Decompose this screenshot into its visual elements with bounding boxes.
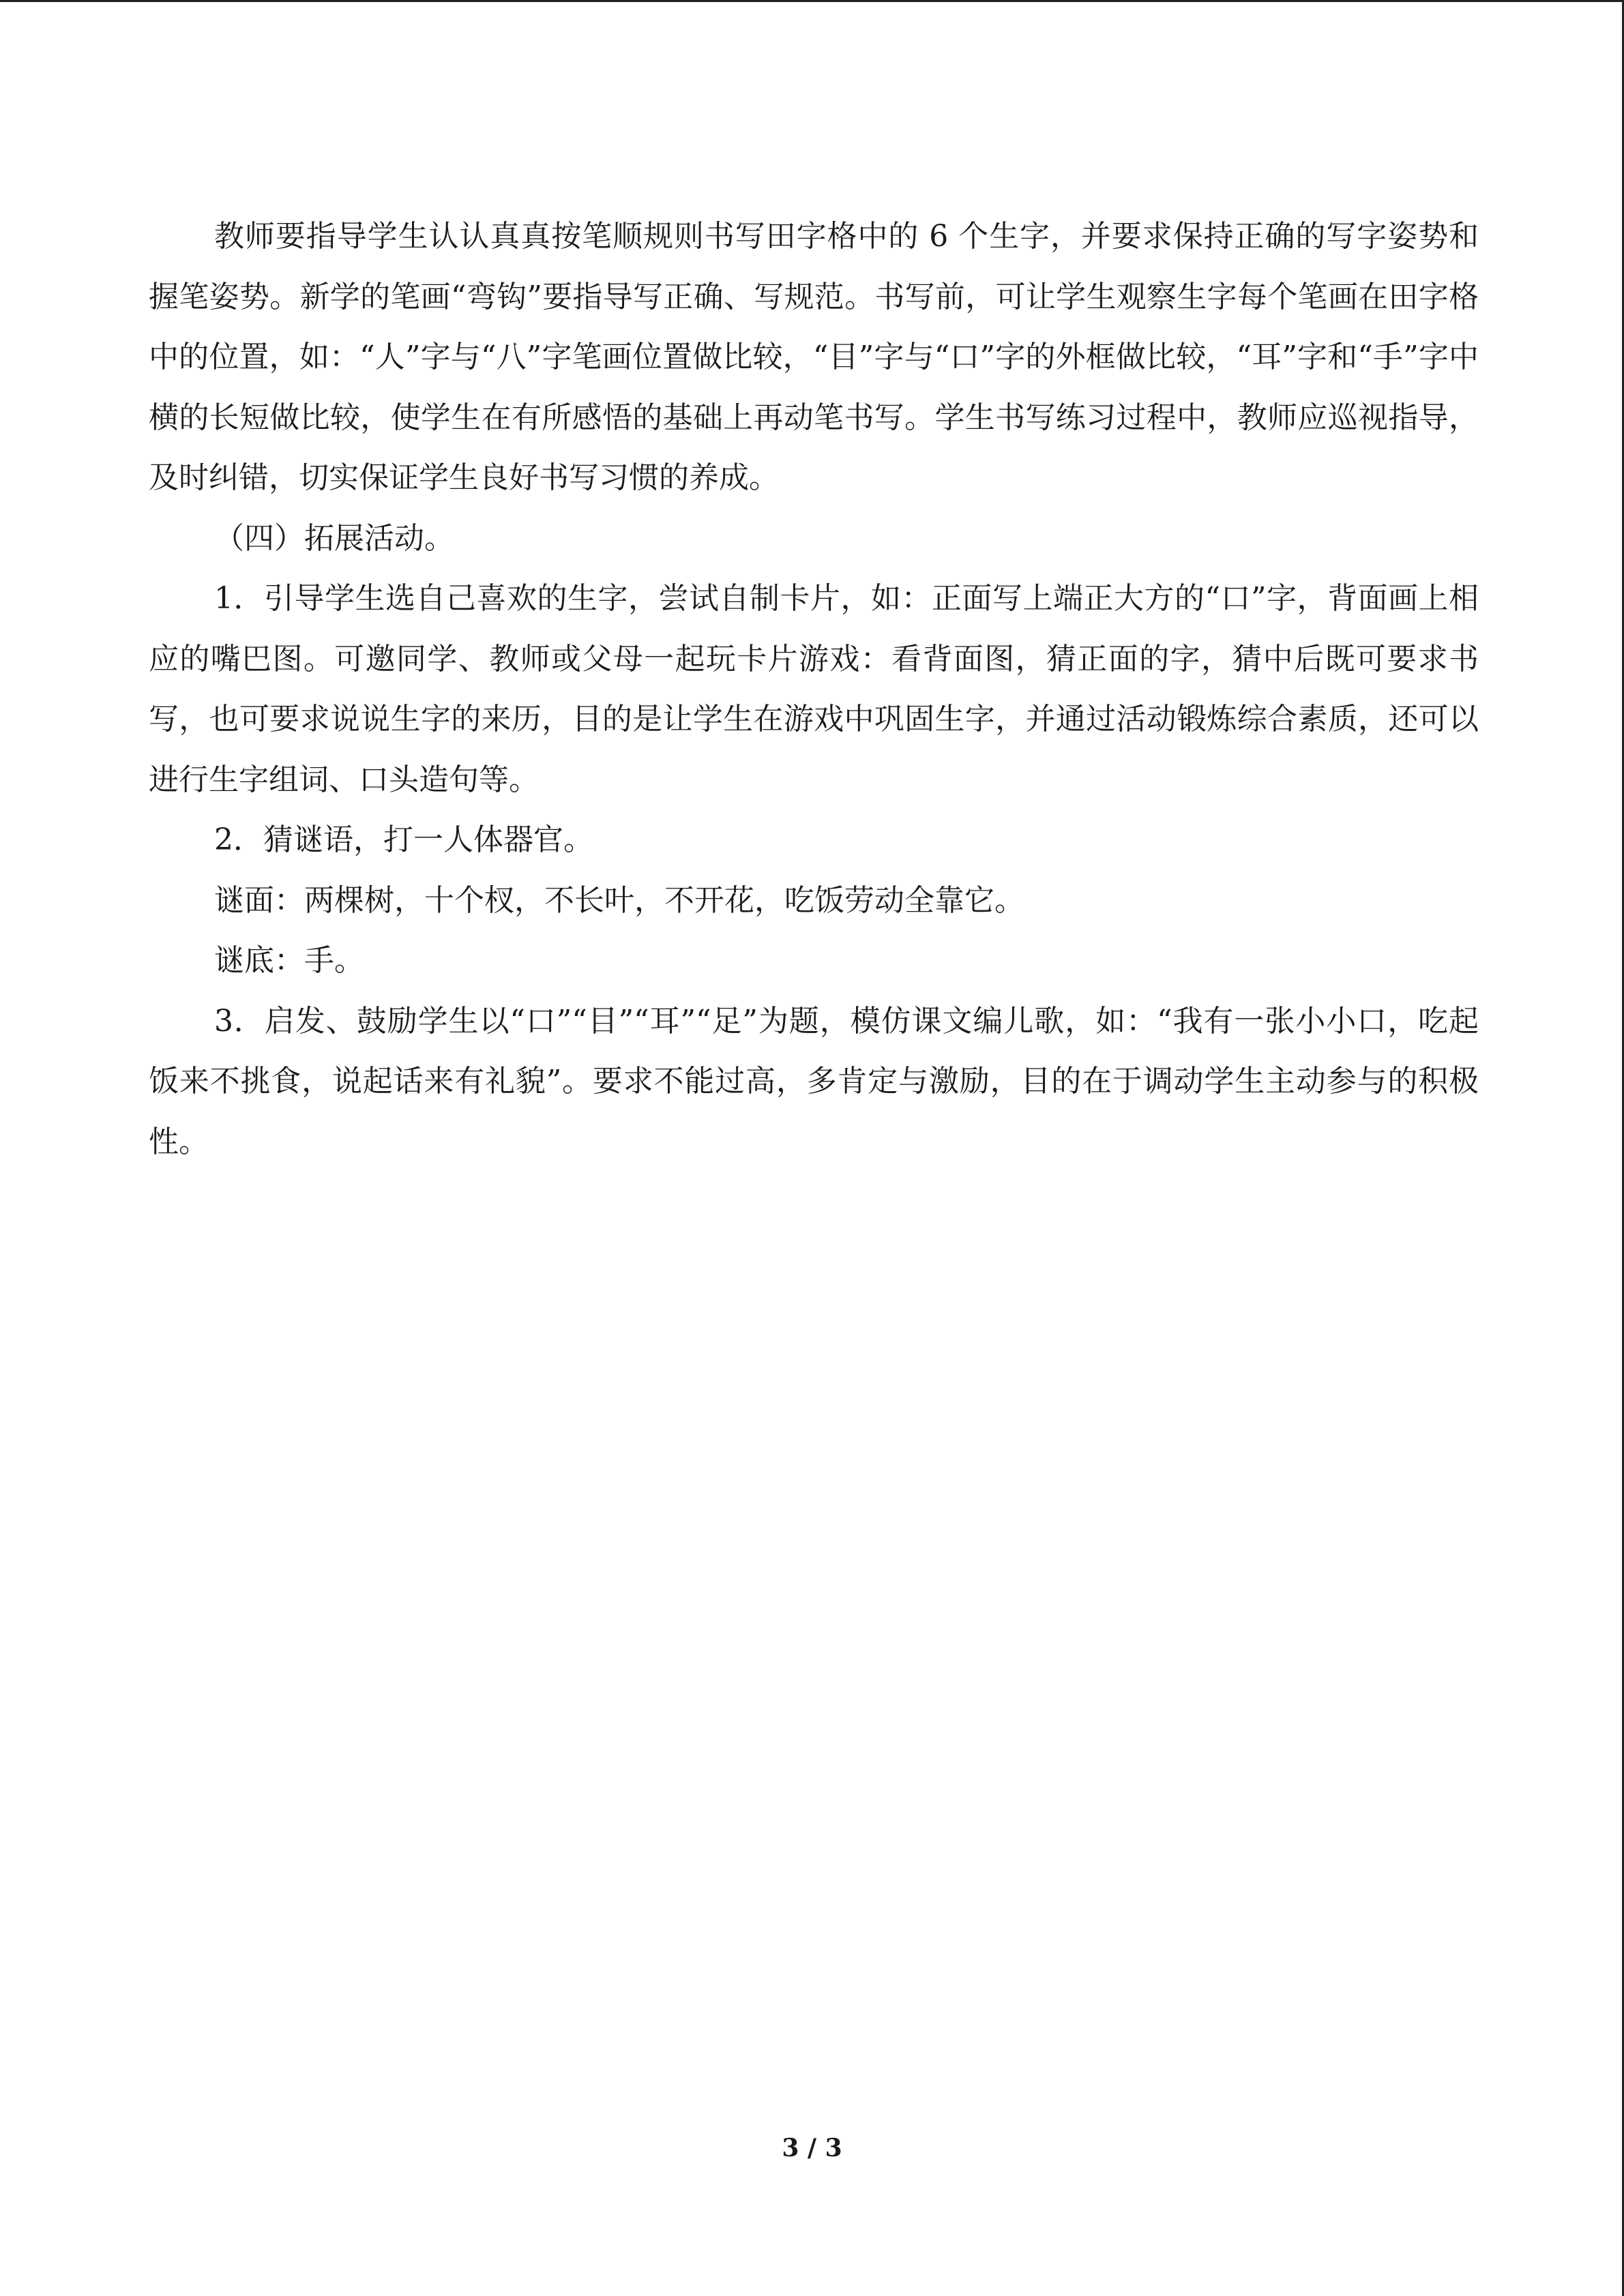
paragraph-activity-2: 2．猜谜语，打一人体器官。 <box>214 822 593 857</box>
paragraph-activity-3: 3．启发、鼓励学生以“口”“目”“耳”“足”为题，模仿课文编儿歌，如：“我有一张小小口，吃起饭来不挑食，说起话来有礼貌”。要求不能过高，多肯定与激励，目的在于调动学生主动参与的积极性。 <box>149 1003 1479 1159</box>
page-number: 3 / 3 <box>782 2134 842 2162</box>
paragraph-riddle-answer: 谜底：手。 <box>214 943 364 978</box>
paragraph-writing-guidance: 教师要指导学生认认真真按笔顺规则书写田字格中的 6 个生字，并要求保持正确的写字姿势和握笔姿势。新学的笔画“弯钩”要指导写正确、写规范。书写前，可让学生观察生字每个笔画在田字格中的位置，如：“人”字与“八”字笔画位置做比较，“目”字与“口”字的外框做比较，“耳”字和“手”字中横的长短做比较，使学生在有所感悟的基础上再动笔书写。学生书写练习过程中，教师应巡视指导，及时纠错，切实保证学生良好书写习惯的养成。 <box>149 219 1479 495</box>
document-body <box>149 207 1479 1172</box>
paragraph-activity-1: 1．引导学生选自己喜欢的生字，尝试自制卡片，如：正面写上端正大方的“口”字，背面画上相应的嘴巴图。可邀同学、教师或父母一起玩卡片游戏：看背面图，猜正面的字，猜中后既可要求书写，也可要求说说生字的来历，目的是让学生在游戏中巩固生字，并通过活动锻炼综合素质，还可以进行生字组词、口头造句等。 <box>149 581 1479 797</box>
paragraph-riddle-question: 谜面：两棵树，十个杈，不长叶，不开花，吃饭劳动全靠它。 <box>214 882 1024 918</box>
section-heading-extension-activities: （四）拓展活动。 <box>214 520 454 556</box>
